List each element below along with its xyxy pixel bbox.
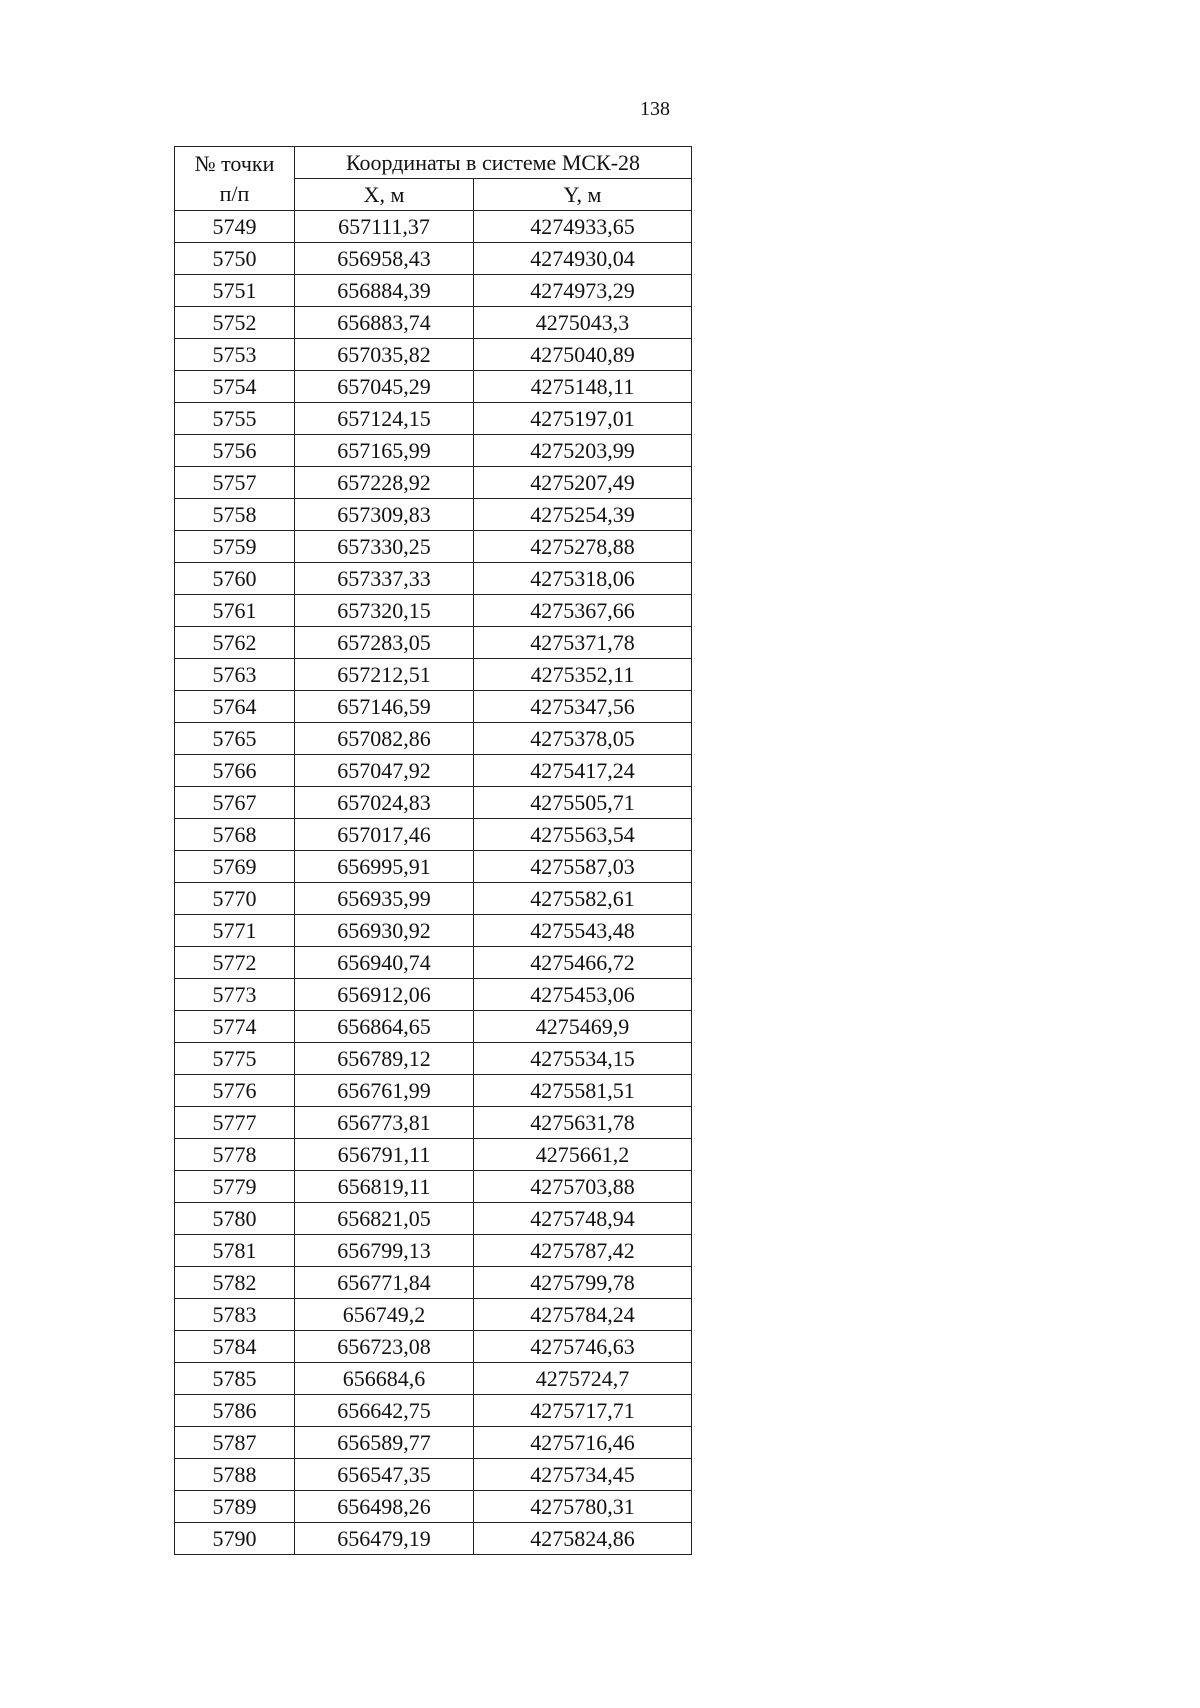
x-coordinate-cell: 657146,59 xyxy=(295,691,474,723)
x-coordinate-cell: 656791,11 xyxy=(295,1139,474,1171)
x-coordinate-cell: 656799,13 xyxy=(295,1235,474,1267)
table-row xyxy=(175,243,692,275)
point-number-cell: 5784 xyxy=(175,1331,295,1363)
table-row xyxy=(175,211,692,243)
x-coordinate-cell: 656821,05 xyxy=(295,1203,474,1235)
y-coordinate-cell: 4275534,15 xyxy=(474,1043,692,1075)
table-row xyxy=(175,339,692,371)
table-row xyxy=(175,787,692,819)
point-number-cell: 5780 xyxy=(175,1203,295,1235)
x-coordinate-cell: 656789,12 xyxy=(295,1043,474,1075)
x-coordinate-cell: 656749,2 xyxy=(295,1299,474,1331)
y-coordinate-cell: 4275367,66 xyxy=(474,595,692,627)
point-number-cell: 5768 xyxy=(175,819,295,851)
x-coordinate-cell: 656995,91 xyxy=(295,851,474,883)
table-row xyxy=(175,467,692,499)
y-coordinate-cell: 4275278,88 xyxy=(474,531,692,563)
point-number-cell: 5788 xyxy=(175,1459,295,1491)
x-coordinate-cell: 656771,84 xyxy=(295,1267,474,1299)
point-number-cell: 5790 xyxy=(175,1523,295,1555)
point-number-cell: 5772 xyxy=(175,947,295,979)
y-coordinate-cell: 4275352,11 xyxy=(474,659,692,691)
y-coordinate-cell: 4274930,04 xyxy=(474,243,692,275)
point-number-cell: 5769 xyxy=(175,851,295,883)
y-coordinate-cell: 4275466,72 xyxy=(474,947,692,979)
y-coordinate-cell: 4275469,9 xyxy=(474,1011,692,1043)
point-number-cell: 5785 xyxy=(175,1363,295,1395)
x-coordinate-cell: 657024,83 xyxy=(295,787,474,819)
x-coordinate-cell: 657082,86 xyxy=(295,723,474,755)
y-coordinate-cell: 4275417,24 xyxy=(474,755,692,787)
x-coordinate-cell: 656589,77 xyxy=(295,1427,474,1459)
point-number-cell: 5777 xyxy=(175,1107,295,1139)
point-number-header xyxy=(175,147,295,211)
point-number-cell: 5756 xyxy=(175,435,295,467)
x-coordinate-cell: 656498,26 xyxy=(295,1491,474,1523)
point-number-cell: 5775 xyxy=(175,1043,295,1075)
table-row xyxy=(175,755,692,787)
coordinates-group-header: Координаты в системе МСК-28 xyxy=(295,147,692,179)
table-row xyxy=(175,691,692,723)
point-number-cell: 5759 xyxy=(175,531,295,563)
point-number-cell: 5789 xyxy=(175,1491,295,1523)
point-number-cell: 5778 xyxy=(175,1139,295,1171)
point-number-cell: 5760 xyxy=(175,563,295,595)
x-coordinate-cell: 656883,74 xyxy=(295,307,474,339)
point-number-cell: 5766 xyxy=(175,755,295,787)
y-coordinate-cell: 4275207,49 xyxy=(474,467,692,499)
coordinates-table xyxy=(174,146,692,1555)
table-row xyxy=(175,1235,692,1267)
y-coordinate-cell: 4275746,63 xyxy=(474,1331,692,1363)
table-row xyxy=(175,979,692,1011)
y-coordinate-cell: 4275347,56 xyxy=(474,691,692,723)
x-coordinate-cell: 657283,05 xyxy=(295,627,474,659)
y-coordinate-cell: 4275631,78 xyxy=(474,1107,692,1139)
x-coordinate-cell: 657228,92 xyxy=(295,467,474,499)
y-coordinate-cell: 4275581,51 xyxy=(474,1075,692,1107)
y-coordinate-cell: 4275734,45 xyxy=(474,1459,692,1491)
y-coordinate-cell: 4275661,2 xyxy=(474,1139,692,1171)
table-row xyxy=(175,915,692,947)
y-coordinate-cell: 4275453,06 xyxy=(474,979,692,1011)
table-row xyxy=(175,659,692,691)
table-row xyxy=(175,1011,692,1043)
point-number-cell: 5758 xyxy=(175,499,295,531)
table-body xyxy=(175,211,692,1555)
y-coordinate-cell: 4275784,24 xyxy=(474,1299,692,1331)
x-coordinate-cell: 656912,06 xyxy=(295,979,474,1011)
point-number-cell: 5751 xyxy=(175,275,295,307)
y-coordinate-cell: 4275780,31 xyxy=(474,1491,692,1523)
y-coordinate-cell: 4275748,94 xyxy=(474,1203,692,1235)
table-row xyxy=(175,1171,692,1203)
y-coordinate-cell: 4274973,29 xyxy=(474,275,692,307)
table-header xyxy=(175,147,692,211)
point-number-cell: 5750 xyxy=(175,243,295,275)
table-row xyxy=(175,883,692,915)
point-number-cell: 5765 xyxy=(175,723,295,755)
y-coordinate-cell: 4275582,61 xyxy=(474,883,692,915)
point-number-cell: 5767 xyxy=(175,787,295,819)
y-coordinate-cell: 4275787,42 xyxy=(474,1235,692,1267)
table-row xyxy=(175,627,692,659)
point-number-cell: 5764 xyxy=(175,691,295,723)
page-number: 138 xyxy=(640,98,670,120)
table-row xyxy=(175,1395,692,1427)
x-coordinate-cell: 657124,15 xyxy=(295,403,474,435)
y-coordinate-cell: 4274933,65 xyxy=(474,211,692,243)
x-coordinate-cell: 657045,29 xyxy=(295,371,474,403)
table-row xyxy=(175,563,692,595)
point-number-cell: 5770 xyxy=(175,883,295,915)
table-row xyxy=(175,851,692,883)
y-column-header: Y, м xyxy=(474,179,692,211)
point-number-cell: 5783 xyxy=(175,1299,295,1331)
x-coordinate-cell: 656935,99 xyxy=(295,883,474,915)
table-row xyxy=(175,499,692,531)
table-row xyxy=(175,1299,692,1331)
table-row xyxy=(175,1523,692,1555)
y-coordinate-cell: 4275824,86 xyxy=(474,1523,692,1555)
y-coordinate-cell: 4275703,88 xyxy=(474,1171,692,1203)
x-coordinate-cell: 657047,92 xyxy=(295,755,474,787)
y-coordinate-cell: 4275587,03 xyxy=(474,851,692,883)
table-row xyxy=(175,531,692,563)
point-number-cell: 5753 xyxy=(175,339,295,371)
point-number-cell: 5761 xyxy=(175,595,295,627)
table-row xyxy=(175,947,692,979)
table-row xyxy=(175,1459,692,1491)
point-number-header-line2: п/п xyxy=(219,180,250,206)
x-coordinate-cell: 657320,15 xyxy=(295,595,474,627)
point-number-cell: 5754 xyxy=(175,371,295,403)
point-number-cell: 5787 xyxy=(175,1427,295,1459)
point-number-cell: 5776 xyxy=(175,1075,295,1107)
y-coordinate-cell: 4275040,89 xyxy=(474,339,692,371)
y-coordinate-cell: 4275203,99 xyxy=(474,435,692,467)
x-coordinate-cell: 657330,25 xyxy=(295,531,474,563)
x-coordinate-cell: 656479,19 xyxy=(295,1523,474,1555)
point-number-cell: 5752 xyxy=(175,307,295,339)
x-coordinate-cell: 656940,74 xyxy=(295,947,474,979)
x-coordinate-cell: 656930,92 xyxy=(295,915,474,947)
point-number-cell: 5757 xyxy=(175,467,295,499)
x-coordinate-cell: 657111,37 xyxy=(295,211,474,243)
point-number-cell: 5763 xyxy=(175,659,295,691)
x-coordinate-cell: 656864,65 xyxy=(295,1011,474,1043)
table-row xyxy=(175,1203,692,1235)
x-coordinate-cell: 656819,11 xyxy=(295,1171,474,1203)
table-row xyxy=(175,435,692,467)
table-row xyxy=(175,1427,692,1459)
x-coordinate-cell: 656547,35 xyxy=(295,1459,474,1491)
point-number-cell: 5749 xyxy=(175,211,295,243)
point-number-cell: 5779 xyxy=(175,1171,295,1203)
table-row xyxy=(175,275,692,307)
point-number-cell: 5771 xyxy=(175,915,295,947)
x-coordinate-cell: 656684,6 xyxy=(295,1363,474,1395)
point-number-cell: 5781 xyxy=(175,1235,295,1267)
y-coordinate-cell: 4275378,05 xyxy=(474,723,692,755)
y-coordinate-cell: 4275197,01 xyxy=(474,403,692,435)
x-coordinate-cell: 657017,46 xyxy=(295,819,474,851)
table-row xyxy=(175,1363,692,1395)
table-row xyxy=(175,1267,692,1299)
table-row xyxy=(175,1075,692,1107)
table-row xyxy=(175,1107,692,1139)
point-number-cell: 5762 xyxy=(175,627,295,659)
table-row xyxy=(175,307,692,339)
table-row xyxy=(175,819,692,851)
y-coordinate-cell: 4275371,78 xyxy=(474,627,692,659)
x-coordinate-cell: 656761,99 xyxy=(295,1075,474,1107)
x-coordinate-cell: 656723,08 xyxy=(295,1331,474,1363)
x-coordinate-cell: 656958,43 xyxy=(295,243,474,275)
y-coordinate-cell: 4275318,06 xyxy=(474,563,692,595)
x-coordinate-cell: 656884,39 xyxy=(295,275,474,307)
y-coordinate-cell: 4275254,39 xyxy=(474,499,692,531)
point-number-cell: 5782 xyxy=(175,1267,295,1299)
point-number-cell: 5774 xyxy=(175,1011,295,1043)
y-coordinate-cell: 4275717,71 xyxy=(474,1395,692,1427)
x-coordinate-cell: 657337,33 xyxy=(295,563,474,595)
point-number-cell: 5773 xyxy=(175,979,295,1011)
y-coordinate-cell: 4275716,46 xyxy=(474,1427,692,1459)
point-number-cell: 5755 xyxy=(175,403,295,435)
table-row xyxy=(175,1491,692,1523)
y-coordinate-cell: 4275043,3 xyxy=(474,307,692,339)
x-coordinate-cell: 657165,99 xyxy=(295,435,474,467)
x-coordinate-cell: 657212,51 xyxy=(295,659,474,691)
y-coordinate-cell: 4275724,7 xyxy=(474,1363,692,1395)
table-row xyxy=(175,1139,692,1171)
y-coordinate-cell: 4275543,48 xyxy=(474,915,692,947)
y-coordinate-cell: 4275505,71 xyxy=(474,787,692,819)
table-row xyxy=(175,595,692,627)
x-coordinate-cell: 656642,75 xyxy=(295,1395,474,1427)
x-column-header: X, м xyxy=(295,179,474,211)
header-row-top xyxy=(175,147,692,179)
x-coordinate-cell: 657035,82 xyxy=(295,339,474,371)
table-row xyxy=(175,723,692,755)
point-number-cell: 5786 xyxy=(175,1395,295,1427)
table-row xyxy=(175,1043,692,1075)
table-row xyxy=(175,1331,692,1363)
table-row xyxy=(175,403,692,435)
x-coordinate-cell: 657309,83 xyxy=(295,499,474,531)
table-row xyxy=(175,371,692,403)
point-number-header-line1: № точки xyxy=(194,150,275,176)
x-coordinate-cell: 656773,81 xyxy=(295,1107,474,1139)
y-coordinate-cell: 4275148,11 xyxy=(474,371,692,403)
y-coordinate-cell: 4275563,54 xyxy=(474,819,692,851)
y-coordinate-cell: 4275799,78 xyxy=(474,1267,692,1299)
